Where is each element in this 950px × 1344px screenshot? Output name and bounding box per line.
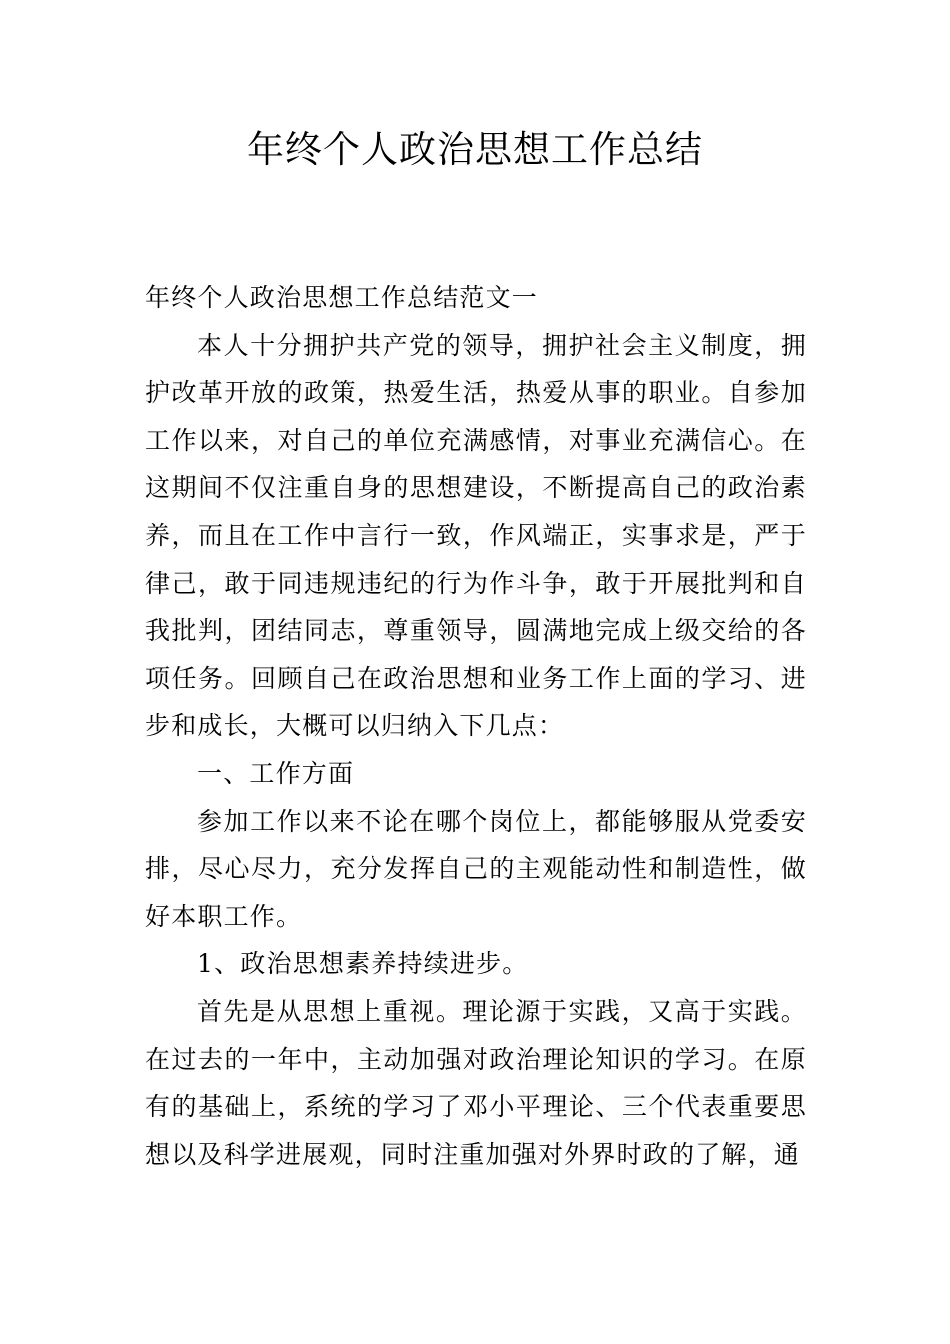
document-title: 年终个人政治思想工作总结	[247, 128, 703, 171]
document-body	[145, 274, 807, 1178]
section-heading: 年终个人政治思想工作总结范文一	[145, 283, 539, 312]
paragraph-work: 参加工作以来不论在哪个岗位上，都能够服从党委安排，尽心尽力，充分发挥自己的主观能动性和制造性，做好本职工作。	[145, 806, 807, 931]
paragraph-politics: 首先是从思想上重视。理论源于实践，又高于实践。在过去的一年中，主动加强对政治理论知识的学习。在原有的基础上，系统的学习了邓小平理论、三个代表重要思想以及科学进展观，同时注重加强对外界时政的了解，通	[145, 996, 807, 1169]
subsection-heading: 一、工作方面	[197, 758, 355, 788]
numbered-item-heading: 1、政治思想素养持续进步。	[197, 949, 529, 979]
paragraph-intro: 本人十分拥护共产党的领导，拥护社会主义制度，拥护改革开放的政策，热爱生活，热爱从事的职业。自参加工作以来，对自己的单位充满感情，对事业充满信心。在这期间不仅注重自身的思想建设，不断提高自己的政治素养，而且在工作中言行一致，作风端正，实事求是，严于律己，敢于同违规违纪的行为作斗争，敢于开展批判和自我批判，团结同志，尊重领导，圆满地完成上级交给的各项任务。回顾自己在政治思想和业务工作上面的学习、进步和成长，大概可以归纳入下几点：	[145, 330, 807, 741]
